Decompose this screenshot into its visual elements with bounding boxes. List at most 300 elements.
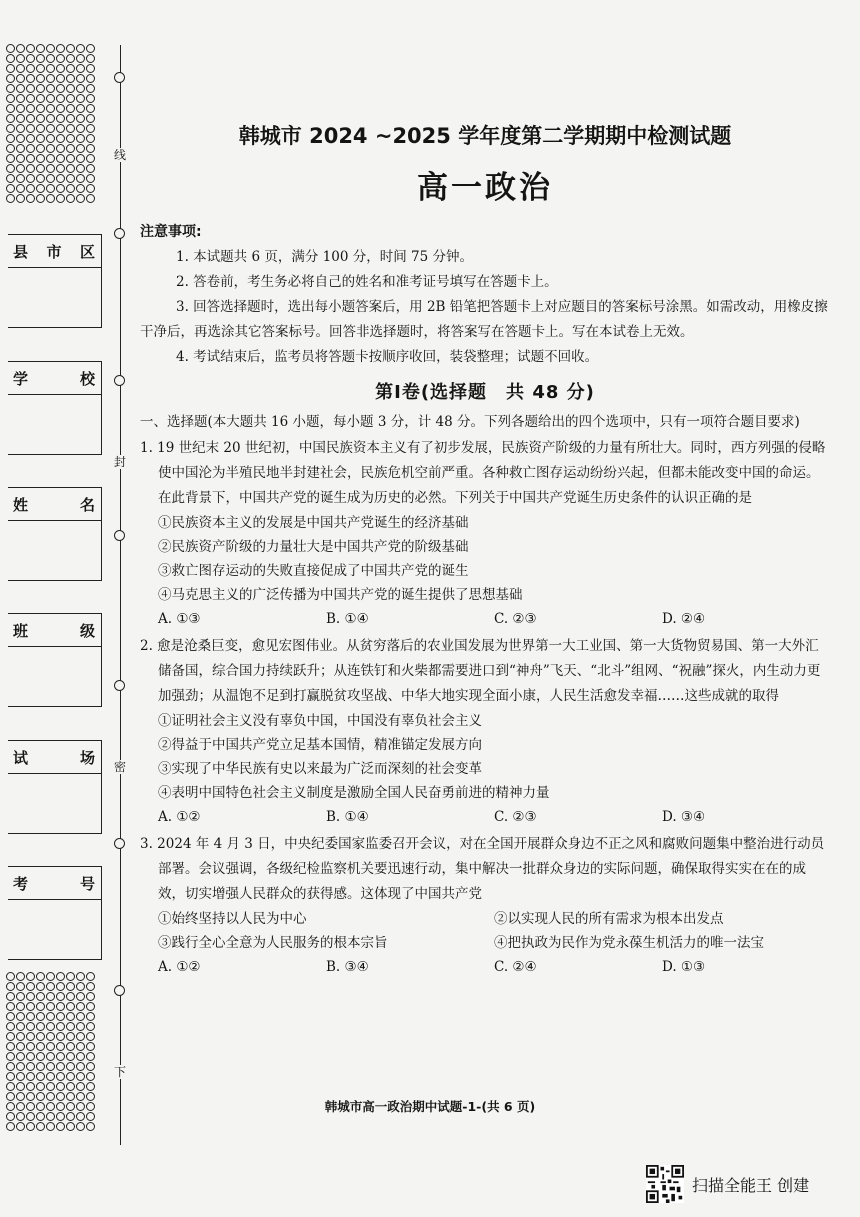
binding-circle (86, 992, 95, 1001)
binding-circle (26, 154, 35, 163)
binding-circle (46, 1032, 55, 1041)
binding-circle (66, 64, 75, 73)
name-field[interactable] (8, 487, 102, 581)
binding-circle (66, 154, 75, 163)
binding-circle (46, 1072, 55, 1081)
binding-circle (26, 114, 35, 123)
binding-circle (76, 44, 85, 53)
binding-circle (6, 74, 15, 83)
binding-circle (86, 74, 95, 83)
binding-circle (66, 184, 75, 193)
binding-circle (86, 154, 95, 163)
answer-choices (140, 955, 830, 980)
choice-c[interactable]: C. ②③ (494, 809, 537, 825)
binding-circle (86, 104, 95, 113)
choice-a[interactable]: A. ①② (158, 959, 201, 975)
binding-circle (26, 194, 35, 203)
binding-circle (36, 124, 45, 133)
binding-circles-top (6, 44, 102, 203)
binding-circle (36, 54, 45, 63)
binding-circle (6, 972, 15, 981)
question-2 (140, 634, 830, 830)
binding-circle (76, 64, 85, 73)
county-field[interactable] (8, 234, 102, 328)
binding-circle (66, 1072, 75, 1081)
binding-circle (16, 982, 25, 991)
binding-circle (6, 194, 15, 203)
scanner-badge (646, 1165, 809, 1203)
binding-circle (76, 94, 85, 103)
section-instruction: 一、选择题(本大题共 16 小题，每小题 3 分，计 48 分。下列各题给出的四个选项中，只有一项符合题目要求) (140, 414, 800, 430)
binding-circle (86, 64, 95, 73)
binding-circle (46, 1022, 55, 1031)
binding-circle (6, 174, 15, 183)
binding-circle (76, 184, 85, 193)
binding-circle (56, 134, 65, 143)
binding-circle (36, 174, 45, 183)
binding-circle (36, 1122, 45, 1131)
binding-circle (76, 104, 85, 113)
binding-circle (16, 1002, 25, 1011)
field-label: 县 市 区 (13, 243, 95, 261)
binding-circle (46, 982, 55, 991)
answer-choices (140, 607, 830, 632)
binding-circle (26, 44, 35, 53)
binding-circle (36, 44, 45, 53)
binding-circle (6, 1062, 15, 1071)
exam-subject: 高一政治 (417, 170, 553, 206)
binding-dot (114, 375, 125, 386)
binding-circle (6, 44, 15, 53)
binding-circle (36, 184, 45, 193)
field-rule (8, 394, 101, 395)
question-stem: 3. 2024 年 4 月 3 日，中央纪委国家监委召开会议，对在全国开展群众身边不正之风和腐败问题集中整治进行动员部署。会议强调，各级纪检监察机关要迅速行动，集中解决一批群众身边的实际问题，确保取得实实在在的成效，切实增强人民群众的获得感。这体现了中国共产党 (140, 836, 825, 902)
binding-circle (6, 184, 15, 193)
field-rule (8, 267, 101, 268)
binding-circle (16, 44, 25, 53)
binding-circle (16, 64, 25, 73)
binding-circle (76, 114, 85, 123)
binding-circle (6, 164, 15, 173)
binding-circle (56, 124, 65, 133)
binding-circle (56, 1032, 65, 1041)
choice-a[interactable]: A. ①② (158, 809, 201, 825)
binding-circle (76, 992, 85, 1001)
binding-circle (86, 1032, 95, 1041)
binding-circle (66, 94, 75, 103)
question-3 (140, 832, 830, 980)
binding-circle (26, 64, 35, 73)
binding-circle (26, 1042, 35, 1051)
binding-circle (46, 124, 55, 133)
binding-circle (66, 1042, 75, 1051)
exam-number-field[interactable] (8, 866, 102, 960)
question-option: ③践行全心全意为人民服务的根本宗旨 (158, 935, 388, 951)
binding-circle (46, 44, 55, 53)
binding-circle (6, 124, 15, 133)
binding-circle (26, 1012, 35, 1021)
exam-content (140, 112, 830, 980)
binding-mark-xia: 下 (113, 1065, 126, 1079)
binding-circle (76, 1042, 85, 1051)
binding-circle (6, 1022, 15, 1031)
binding-circle (76, 1012, 85, 1021)
binding-circle (36, 1022, 45, 1031)
binding-circle (26, 1002, 35, 1011)
binding-circle (46, 972, 55, 981)
binding-circle (6, 1042, 15, 1051)
binding-circle (36, 114, 45, 123)
binding-circle (66, 982, 75, 991)
binding-circle (16, 154, 25, 163)
binding-circle (76, 1072, 85, 1081)
binding-circle (66, 54, 75, 63)
field-label: 试 场 (13, 749, 95, 767)
binding-circle (6, 1032, 15, 1041)
binding-circle (6, 84, 15, 93)
binding-circle (56, 184, 65, 193)
binding-circle (16, 104, 25, 113)
binding-circle (26, 1122, 35, 1131)
binding-circle (16, 1032, 25, 1041)
binding-circle (46, 64, 55, 73)
binding-circle (26, 164, 35, 173)
binding-circle (56, 194, 65, 203)
binding-mark-xian: 线 (113, 148, 126, 162)
binding-circle (86, 1022, 95, 1031)
binding-circle (66, 174, 75, 183)
binding-dot (114, 530, 125, 541)
binding-mark-mi: 密 (113, 760, 126, 774)
binding-circle (46, 54, 55, 63)
option-row (140, 907, 830, 931)
binding-dot (114, 680, 125, 691)
binding-circle (56, 1082, 65, 1091)
binding-circle (76, 982, 85, 991)
binding-circle (56, 1122, 65, 1131)
binding-circle (56, 154, 65, 163)
binding-circle (36, 1082, 45, 1091)
binding-circle (76, 1082, 85, 1091)
binding-circle (16, 1022, 25, 1031)
binding-circle (56, 84, 65, 93)
question-option: ②民族资产阶级的力量壮大是中国共产党的阶级基础 (158, 539, 469, 555)
binding-circle (46, 1062, 55, 1071)
binding-circle (16, 74, 25, 83)
page-footer: 韩城市高一政治期中试题-1-(共 6 页) (324, 1099, 536, 1114)
binding-circle (26, 74, 35, 83)
binding-circle (6, 94, 15, 103)
binding-circle (46, 1082, 55, 1091)
binding-circle (6, 134, 15, 143)
binding-circle (76, 134, 85, 143)
binding-circle (56, 164, 65, 173)
binding-circle (26, 174, 35, 183)
binding-circle (66, 164, 75, 173)
binding-circle (46, 114, 55, 123)
binding-circle (86, 972, 95, 981)
question-option: ①始终坚持以人民为中心 (158, 911, 307, 927)
choice-b[interactable]: B. ①④ (326, 809, 369, 825)
binding-circle (66, 1002, 75, 1011)
binding-circle (6, 64, 15, 73)
binding-circle (26, 972, 35, 981)
class-field[interactable] (8, 613, 102, 707)
binding-circle (66, 1052, 75, 1061)
binding-circle (16, 992, 25, 1001)
binding-dot (114, 985, 125, 996)
binding-circle (66, 144, 75, 153)
binding-circle (86, 1042, 95, 1051)
binding-circle (66, 74, 75, 83)
binding-circle (26, 1082, 35, 1091)
binding-circle (6, 114, 15, 123)
binding-circle (36, 144, 45, 153)
binding-circle (66, 992, 75, 1001)
binding-circle (46, 164, 55, 173)
exam-title: 韩城市 2024 ~2025 学年度第二学期期中检测试题 (238, 124, 732, 148)
field-label: 考 号 (13, 875, 95, 893)
binding-circle (86, 1082, 95, 1091)
binding-circle (16, 1072, 25, 1081)
binding-circle (36, 1072, 45, 1081)
binding-circle (46, 184, 55, 193)
binding-circle (76, 164, 85, 173)
binding-circle (46, 104, 55, 113)
binding-circle (86, 174, 95, 183)
binding-circle (66, 194, 75, 203)
binding-circle (56, 174, 65, 183)
binding-circle (16, 1052, 25, 1061)
binding-circle (46, 992, 55, 1001)
binding-circle (76, 74, 85, 83)
binding-dot (114, 838, 125, 849)
binding-circle (36, 1032, 45, 1041)
binding-circle (86, 84, 95, 93)
binding-circle (86, 94, 95, 103)
note-item: 1. 本试题共 6 页，满分 100 分，时间 75 分钟。 (176, 249, 473, 265)
binding-circle (36, 84, 45, 93)
binding-circle (36, 94, 45, 103)
binding-circle (56, 1062, 65, 1071)
binding-circle (76, 84, 85, 93)
question-option: ②得益于中国共产党立足基本国情，精准锚定发展方向 (158, 737, 482, 753)
binding-circle (16, 1042, 25, 1051)
binding-circle (26, 54, 35, 63)
binding-circle (66, 972, 75, 981)
binding-circle (66, 114, 75, 123)
binding-circle (56, 144, 65, 153)
binding-circle (56, 64, 65, 73)
binding-circle (46, 144, 55, 153)
binding-mark-feng: 封 (113, 455, 126, 469)
question-option: ②以实现人民的所有需求为根本出发点 (494, 911, 724, 927)
section-title: 第Ⅰ卷(选择题 共 48 分) (375, 382, 595, 403)
field-rule (8, 646, 101, 647)
binding-circle (56, 1052, 65, 1061)
binding-circle (36, 134, 45, 143)
binding-circle (46, 74, 55, 83)
binding-circle (56, 992, 65, 1001)
binding-circle (86, 1012, 95, 1021)
binding-circle (66, 104, 75, 113)
scanner-badge-text: 扫描全能王 创建 (692, 1175, 810, 1195)
binding-circle (56, 1002, 65, 1011)
binding-circle (36, 972, 45, 981)
binding-circle (76, 194, 85, 203)
choice-a[interactable]: A. ①③ (158, 611, 201, 627)
binding-circle (6, 1002, 15, 1011)
binding-dot (114, 72, 125, 83)
question-option: ④马克思主义的广泛传播为中国共产党的诞生提供了思想基础 (158, 587, 523, 603)
question-stem: 2. 愈是沧桑巨变，愈见宏图伟业。从贫穷落后的农业国发展为世界第一大工业国、第一大货物贸易国、第一大外汇储备国，综合国力持续跃升；从连铁钉和火柴都需要进口到“神舟”飞天、“北斗”组网、“祝融”探火，内生动力更加强劲；从温饱不足到打赢脱贫攻坚战、中华大地实现全面小康，人民生活愈发幸福……这些成就的取得 (140, 638, 821, 704)
choice-d[interactable]: D. ①③ (662, 959, 706, 975)
binding-circle (36, 1052, 45, 1061)
binding-circle (66, 84, 75, 93)
binding-circle (6, 154, 15, 163)
choice-d[interactable]: D. ②④ (662, 611, 706, 627)
binding-circle (16, 184, 25, 193)
question-option: ④表明中国特色社会主义制度是激励全国人民奋勇前进的精神力量 (158, 785, 550, 801)
binding-circle (76, 1062, 85, 1071)
binding-circle (36, 1042, 45, 1051)
binding-circle (66, 1022, 75, 1031)
question-option: ①证明社会主义没有辜负中国，中国没有辜负社会主义 (158, 713, 482, 729)
binding-circle (46, 94, 55, 103)
binding-circle (26, 134, 35, 143)
binding-circle (66, 1012, 75, 1021)
binding-circle (6, 1122, 15, 1131)
binding-circle (46, 1052, 55, 1061)
note-item: 3. 回答选择题时，选出每小题答案后，用 2B 铅笔把答题卡上对应题目的答案标号涂黑。如需改动，用橡皮擦干净后，再选涂其它答案标号。回答非选择题时，将答案写在答题卡上。写在本试卷上无效。 (140, 299, 828, 340)
binding-circle (86, 1002, 95, 1011)
binding-circle (46, 194, 55, 203)
question-option: ④把执政为民作为党永葆生机活力的唯一法宝 (494, 935, 764, 951)
binding-circle (16, 84, 25, 93)
binding-circle (26, 992, 35, 1001)
binding-circle (76, 54, 85, 63)
binding-circle (26, 1072, 35, 1081)
binding-circle (76, 1032, 85, 1041)
binding-circle (46, 134, 55, 143)
binding-circle (86, 184, 95, 193)
binding-circle (6, 104, 15, 113)
binding-circle (6, 1082, 15, 1091)
binding-circle (46, 1012, 55, 1021)
choice-b[interactable]: B. ③④ (326, 959, 369, 975)
binding-circle (36, 154, 45, 163)
binding-circle (46, 174, 55, 183)
binding-circle (26, 124, 35, 133)
binding-circle (46, 1002, 55, 1011)
binding-circle (36, 1002, 45, 1011)
binding-circle (16, 134, 25, 143)
binding-circle (16, 94, 25, 103)
binding-circle (76, 174, 85, 183)
binding-circle (26, 1062, 35, 1071)
binding-circle (16, 194, 25, 203)
binding-circle (66, 1122, 75, 1131)
binding-circle (56, 44, 65, 53)
binding-circle (26, 1032, 35, 1041)
binding-circle (56, 74, 65, 83)
binding-circle (66, 1062, 75, 1071)
binding-circle (6, 1052, 15, 1061)
binding-circle (26, 84, 35, 93)
binding-circle (16, 1012, 25, 1021)
question-option: ③救亡图存运动的失败直接促成了中国共产党的诞生 (158, 563, 469, 579)
note-item: 2. 答卷前，考生务必将自己的姓名和准考证号填写在答题卡上。 (176, 274, 558, 290)
school-field[interactable] (8, 361, 102, 455)
binding-circle (76, 144, 85, 153)
binding-circle (6, 992, 15, 1001)
binding-circle (56, 1012, 65, 1021)
question-option: ①民族资本主义的发展是中国共产党诞生的经济基础 (158, 515, 469, 531)
option-row (140, 931, 830, 955)
binding-circle (16, 144, 25, 153)
qr-code-icon (646, 1165, 684, 1203)
binding-dot (114, 228, 125, 239)
question-option: ③实现了中华民族有史以来最为广泛而深刻的社会变革 (158, 761, 482, 777)
binding-circle (46, 1042, 55, 1051)
binding-circle (86, 114, 95, 123)
binding-circle (86, 44, 95, 53)
binding-circle (36, 104, 45, 113)
binding-circle (36, 1012, 45, 1021)
binding-circle (36, 64, 45, 73)
binding-circle (86, 1052, 95, 1061)
binding-circle (36, 194, 45, 203)
question-stem: 1. 19 世纪末 20 世纪初，中国民族资本主义有了初步发展，民族资产阶级的力量有所壮大。同时，西方列强的侵略使中国沦为半殖民地半封建社会，民族危机空前严重。各种救亡图存运动纷纷兴起，但都未能改变中国的命运。在此背景下，中国共产党的诞生成为历史的必然。下列关于中国共产党诞生历史条件的认识正确的是 (140, 440, 826, 506)
field-rule (8, 520, 101, 521)
binding-circle (36, 992, 45, 1001)
binding-circle (16, 1082, 25, 1091)
binding-circle (66, 1032, 75, 1041)
binding-circle (66, 44, 75, 53)
choice-b[interactable]: B. ①④ (326, 611, 369, 627)
exam-room-field[interactable] (8, 740, 102, 834)
binding-circle (56, 94, 65, 103)
binding-circle (56, 1072, 65, 1081)
binding-circle (66, 1082, 75, 1091)
binding-circle (26, 982, 35, 991)
binding-circle (56, 104, 65, 113)
binding-circle (86, 1122, 95, 1131)
binding-circle (26, 104, 35, 113)
binding-circle (56, 982, 65, 991)
binding-circle (16, 124, 25, 133)
field-label: 姓 名 (13, 496, 95, 514)
binding-circle (16, 164, 25, 173)
choice-c[interactable]: C. ②④ (494, 959, 537, 975)
binding-circle (16, 1062, 25, 1071)
binding-circle (26, 144, 35, 153)
binding-circle (86, 164, 95, 173)
binding-circle (86, 54, 95, 63)
answer-choices (140, 805, 830, 830)
field-label: 学 校 (13, 370, 95, 388)
binding-circle (86, 134, 95, 143)
binding-circle (76, 1052, 85, 1061)
binding-circle (56, 54, 65, 63)
binding-circle (16, 54, 25, 63)
binding-circle (36, 74, 45, 83)
choice-c[interactable]: C. ②③ (494, 611, 537, 627)
binding-circle (86, 1062, 95, 1071)
binding-circle (26, 184, 35, 193)
choice-d[interactable]: D. ③④ (662, 809, 706, 825)
notes-heading: 注意事项: (140, 224, 202, 240)
